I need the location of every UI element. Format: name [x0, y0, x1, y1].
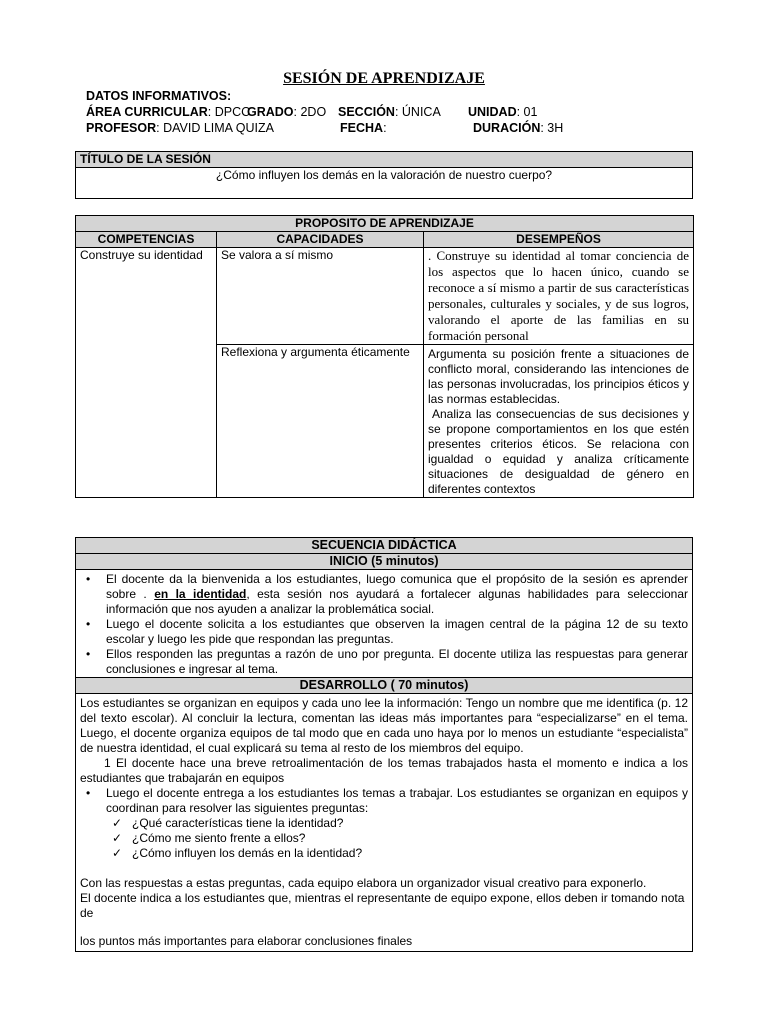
desarrollo-header: DESARROLLO ( 70 minutos) — [76, 678, 693, 694]
session-title-table — [75, 151, 693, 199]
purpose-table — [75, 215, 694, 498]
desarrollo-p3: Con las respuestas a estas preguntas, cada equipo elabora un organizador visual creativo para exponerlo. — [80, 876, 647, 890]
info-profesor: PROFESOR: DAVID LIMA QUIZA — [86, 121, 275, 135]
info-duracion: DURACIÓN: 3H — [473, 121, 564, 135]
col-desempenos: DESEMPEÑOS — [424, 232, 694, 248]
desarrollo-p2: 1 El docente hace una breve retroalimentación de los temas trabajados hasta el momento e indica a los estudiantes que trabajarán en equipos — [80, 756, 688, 785]
info-grado: GRADO: 2DO — [247, 105, 327, 119]
desarrollo-p1: Los estudiantes se organizan en equipos y cada uno lee la información: Tengo un nombre que me identifica (p. 12 del texto escolar). Al concluir la lectura, comentan las ideas más importantes para “especializarse” en el tema. Luego, el docente organiza equipos de tal modo que en cada uno haya por lo menos un estudiante “especialista” de nuestra identidad, el cual explicará su tema al resto de los miembros del equipo. — [80, 696, 688, 755]
col-capacidades: CAPACIDADES — [217, 232, 424, 248]
inicio-content — [76, 570, 693, 678]
inicio-header: INICIO (5 minutos) — [76, 554, 693, 570]
desarrollo-p4: El docente indica a los estudiantes que, mientras el representante de equipo expone, ellos deben ir tomando nota de — [80, 891, 685, 920]
inicio-item-3: • Ellos responden las preguntas a razón de uno por pregunta. El docente utiliza las respuestas para generar conclusiones e ingresar al tema. — [106, 647, 688, 677]
desempeno-2-part1: Argumenta su posición frente a situaciones de conflicto moral, considerando las intenciones de las personas involucradas, los principios éticos y las normas establecidas. — [428, 347, 690, 406]
session-title-header: TÍTULO DE LA SESIÓN — [76, 152, 693, 168]
session-title-text: ¿Cómo influyen los demás en la valoración de nuestro cuerpo? — [76, 168, 693, 199]
sequence-table — [75, 537, 693, 952]
question-1: ✓ ¿Qué características tiene la identidad? — [132, 816, 688, 831]
question-2: ✓ ¿Cómo me siento frente a ellos? — [132, 831, 688, 846]
competencia-cell: Construye su identidad — [76, 248, 217, 498]
page-title: SESIÓN DE APRENDIZAJE — [283, 70, 485, 87]
info-seccion: SECCIÓN: ÚNICA — [338, 105, 441, 119]
sequence-header: SECUENCIA DIDÁCTICA — [76, 538, 693, 554]
question-3: ✓ ¿Cómo influyen los demás en la identidad? — [132, 846, 688, 861]
info-unidad: UNIDAD: 01 — [468, 105, 538, 119]
desarrollo-bullet: • Luego el docente entrega a los estudiantes los temas a trabajar. Los estudiantes se organizan en equipos y coordinan para resolver las siguientes preguntas: — [106, 786, 688, 816]
purpose-header: PROPOSITO DE APRENDIZAJE — [76, 216, 694, 232]
info-heading: DATOS INFORMATIVOS: — [86, 89, 232, 103]
inicio-item-2: • Luego el docente solicita a los estudiantes que observen la imagen central de la página 12 de su texto escolar y luego les pide que respondan las preguntas. — [106, 617, 688, 647]
info-fecha: FECHA: — [340, 121, 387, 135]
desarrollo-p5: los puntos más importantes para elaborar conclusiones finales — [80, 934, 413, 948]
desarrollo-content — [76, 694, 693, 952]
capacidad-2: Reflexiona y argumenta éticamente — [217, 345, 424, 498]
desempeno-2-part2: Analiza las consecuencias de sus decisiones y se propone comportamientos en los que estén presentes criterios éticos. Se relaciona con igualdad o equidad y analiza críticamente situaciones de desigualdad de género en diferentes contextos — [428, 407, 690, 496]
inicio-item-1: • El docente da la bienvenida a los estudiantes, luego comunica que el propósito de la sesión es aprender sobre . en la identidad, esta sesión nos ayudará a fortalecer algunas habilidades para seleccionar información que nos ayuden a analizar la problemática social. — [106, 572, 688, 617]
capacidad-1: Se valora a sí mismo — [217, 248, 424, 345]
col-competencias: COMPETENCIAS — [76, 232, 217, 248]
info-area: ÁREA CURRICULAR: DPCC — [86, 105, 251, 119]
desempeno-2 — [424, 345, 694, 498]
desempeno-1: . Construye su identidad al tomar conciencia de los aspectos que lo hacen único, cuando se reconoce a sí mismo a partir de sus características personales, culturales y sociales, y de sus logros, valorando el aporte de las familias en su formación personal — [424, 248, 694, 345]
